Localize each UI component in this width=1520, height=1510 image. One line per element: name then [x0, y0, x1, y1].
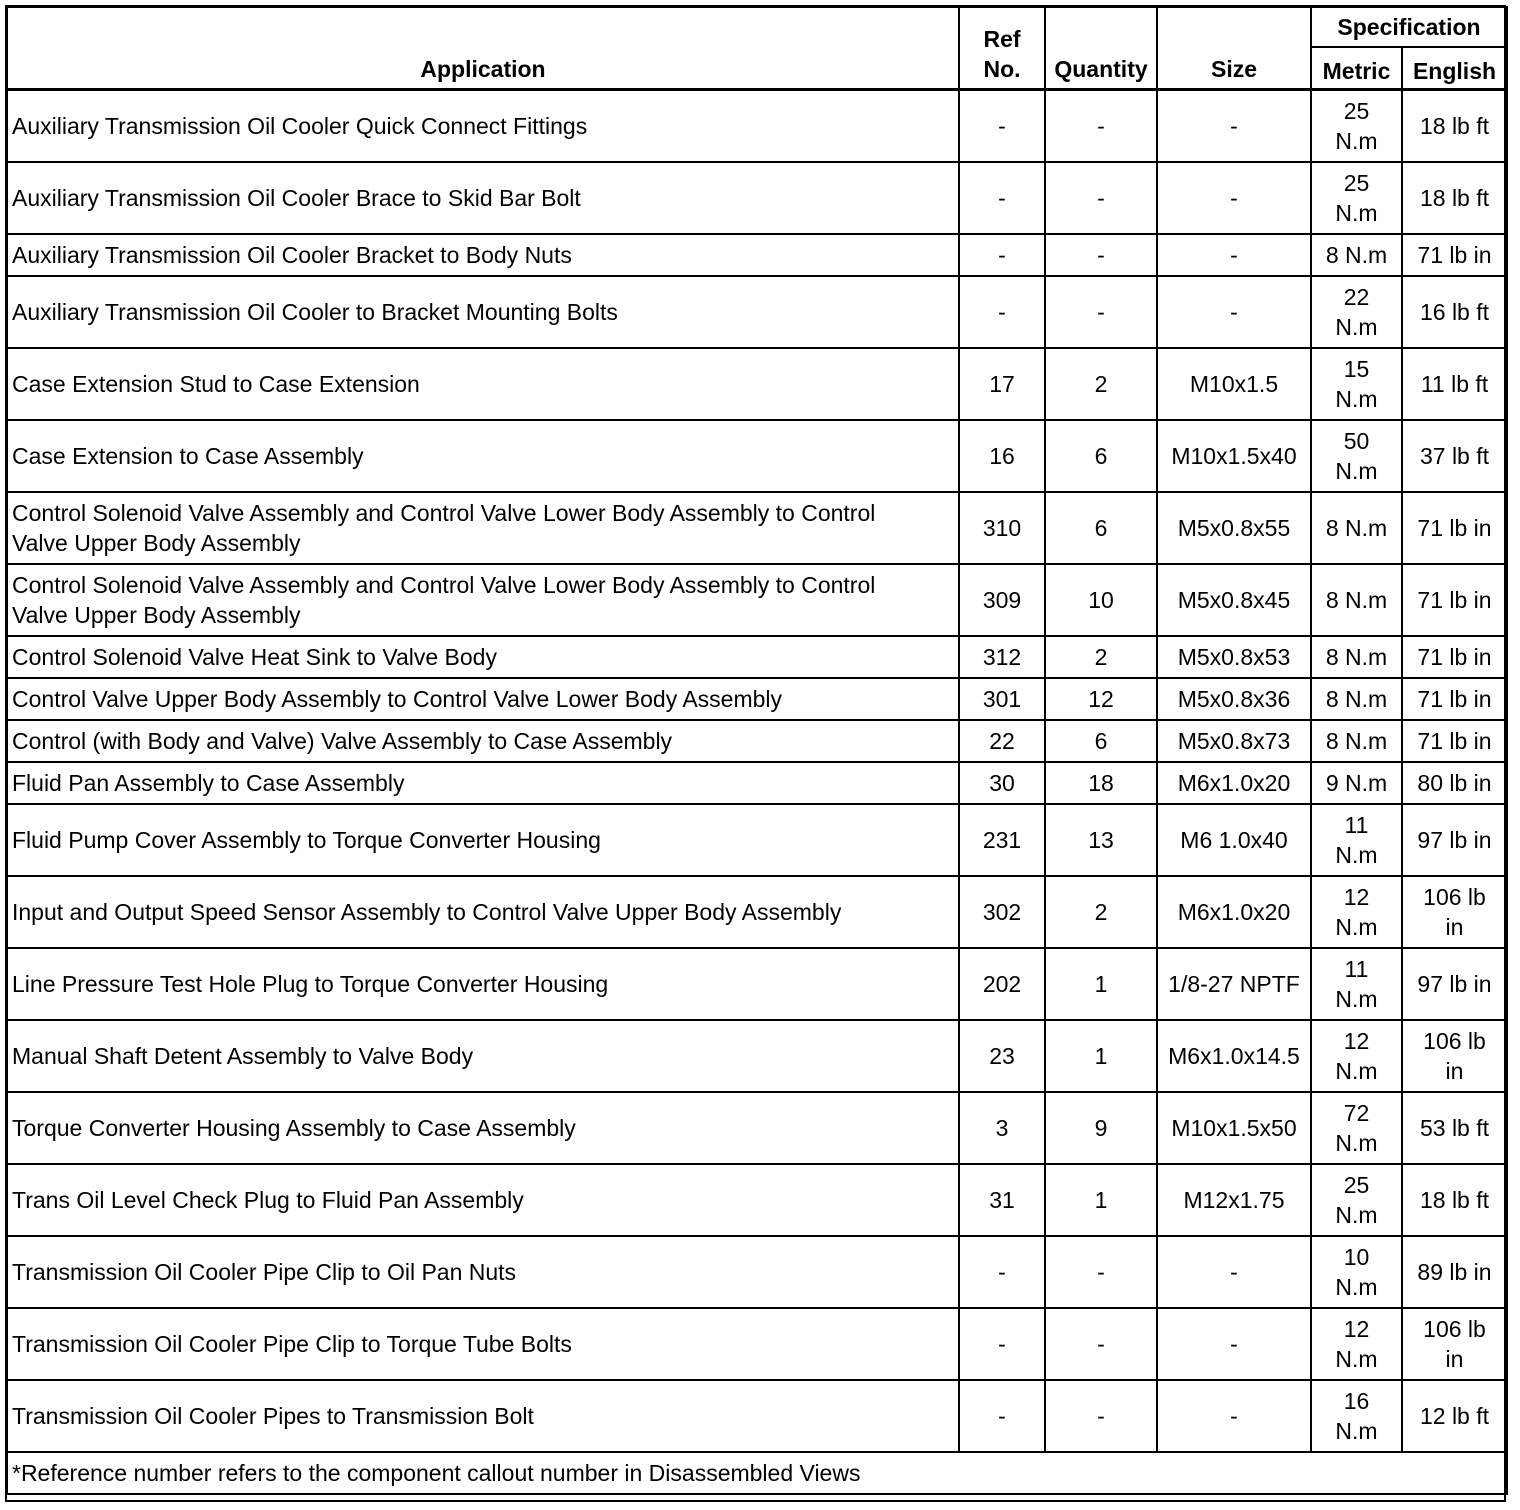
cell-application: Transmission Oil Cooler Pipe Clip to Torque Tube Bolts: [7, 1308, 959, 1380]
cell-metric: 9 N.m: [1311, 762, 1402, 804]
cell-english: 18 lb ft: [1402, 162, 1507, 234]
cell-ref-no: -: [959, 90, 1045, 162]
cell-size: M5x0.8x45: [1157, 564, 1311, 636]
cell-ref-no: 310: [959, 492, 1045, 564]
cell-quantity: 6: [1045, 420, 1157, 492]
cell-application: Input and Output Speed Sensor Assembly to Control Valve Upper Body Assembly: [7, 876, 959, 948]
cell-application: Torque Converter Housing Assembly to Case Assembly: [7, 1092, 959, 1164]
cell-metric: 8 N.m: [1311, 492, 1402, 564]
cell-quantity: 12: [1045, 678, 1157, 720]
table-row: [7, 348, 1507, 420]
table-row: [7, 636, 1507, 678]
cell-application: Control Solenoid Valve Assembly and Control Valve Lower Body Assembly to Control Valve Upper Body Assembly: [7, 492, 959, 564]
cell-metric: 16 N.m: [1311, 1380, 1402, 1452]
cell-metric: 22 N.m: [1311, 276, 1402, 348]
cell-size: M6x1.0x20: [1157, 876, 1311, 948]
cell-english: 37 lb ft: [1402, 420, 1507, 492]
cell-metric: 25 N.m: [1311, 90, 1402, 162]
cell-application: Control Solenoid Valve Heat Sink to Valve Body: [7, 636, 959, 678]
cell-size: -: [1157, 1236, 1311, 1308]
cell-size: M10x1.5: [1157, 348, 1311, 420]
cell-english: 11 lb ft: [1402, 348, 1507, 420]
cell-quantity: 10: [1045, 564, 1157, 636]
cell-metric: 25 N.m: [1311, 162, 1402, 234]
cell-english: 106 lb in: [1402, 876, 1507, 948]
cell-size: M5x0.8x73: [1157, 720, 1311, 762]
cell-size: M6x1.0x20: [1157, 762, 1311, 804]
cell-ref-no: 17: [959, 348, 1045, 420]
cell-quantity: 1: [1045, 1164, 1157, 1236]
table-row: [7, 876, 1507, 948]
cell-application: Line Pressure Test Hole Plug to Torque Converter Housing: [7, 948, 959, 1020]
cell-quantity: 6: [1045, 720, 1157, 762]
cell-size: -: [1157, 234, 1311, 276]
cell-ref-no: 309: [959, 564, 1045, 636]
torque-spec-table: [6, 6, 1508, 1495]
cell-quantity: 18: [1045, 762, 1157, 804]
cell-quantity: -: [1045, 234, 1157, 276]
table-row: [7, 1308, 1507, 1380]
cell-metric: 15 N.m: [1311, 348, 1402, 420]
cell-ref-no: 202: [959, 948, 1045, 1020]
cell-quantity: -: [1045, 1236, 1157, 1308]
cell-ref-no: 30: [959, 762, 1045, 804]
cell-application: Transmission Oil Cooler Pipe Clip to Oil Pan Nuts: [7, 1236, 959, 1308]
cell-metric: 11 N.m: [1311, 804, 1402, 876]
header-metric: Metric: [1311, 47, 1402, 90]
cell-english: 71 lb in: [1402, 678, 1507, 720]
cell-ref-no: -: [959, 276, 1045, 348]
table-row: [7, 948, 1507, 1020]
cell-metric: 50 N.m: [1311, 420, 1402, 492]
cell-english: 71 lb in: [1402, 636, 1507, 678]
cell-application: Transmission Oil Cooler Pipes to Transmission Bolt: [7, 1380, 959, 1452]
header-application: Application: [7, 7, 959, 90]
table-body: [7, 90, 1507, 1452]
cell-metric: 10 N.m: [1311, 1236, 1402, 1308]
header-size: Size: [1157, 7, 1311, 90]
cell-application: Auxiliary Transmission Oil Cooler Bracket to Body Nuts: [7, 234, 959, 276]
cell-metric: 12 N.m: [1311, 876, 1402, 948]
cell-english: 71 lb in: [1402, 492, 1507, 564]
cell-metric: 8 N.m: [1311, 636, 1402, 678]
cell-ref-no: -: [959, 162, 1045, 234]
cell-english: 89 lb in: [1402, 1236, 1507, 1308]
cell-quantity: -: [1045, 1380, 1157, 1452]
cell-application: Control Valve Upper Body Assembly to Control Valve Lower Body Assembly: [7, 678, 959, 720]
table-row: [7, 276, 1507, 348]
cell-ref-no: -: [959, 234, 1045, 276]
cell-english: 97 lb in: [1402, 804, 1507, 876]
cell-quantity: 2: [1045, 348, 1157, 420]
table-row: [7, 762, 1507, 804]
cell-english: 18 lb ft: [1402, 90, 1507, 162]
cell-application: Manual Shaft Detent Assembly to Valve Body: [7, 1020, 959, 1092]
cell-metric: 8 N.m: [1311, 564, 1402, 636]
cell-english: 106 lb in: [1402, 1020, 1507, 1092]
cell-size: M10x1.5x50: [1157, 1092, 1311, 1164]
cell-quantity: 6: [1045, 492, 1157, 564]
cell-quantity: 13: [1045, 804, 1157, 876]
cell-english: 53 lb ft: [1402, 1092, 1507, 1164]
cell-application: Case Extension Stud to Case Extension: [7, 348, 959, 420]
header-ref-no: Ref No.: [959, 7, 1045, 90]
cell-ref-no: -: [959, 1236, 1045, 1308]
cell-size: M10x1.5x40: [1157, 420, 1311, 492]
cell-metric: 8 N.m: [1311, 678, 1402, 720]
cell-english: 80 lb in: [1402, 762, 1507, 804]
cell-application: Control (with Body and Valve) Valve Assembly to Case Assembly: [7, 720, 959, 762]
cell-application: Fluid Pump Cover Assembly to Torque Converter Housing: [7, 804, 959, 876]
cell-ref-no: 31: [959, 1164, 1045, 1236]
table-row: [7, 492, 1507, 564]
table-row: [7, 420, 1507, 492]
cell-metric: 8 N.m: [1311, 234, 1402, 276]
table-row: [7, 1236, 1507, 1308]
cell-size: M5x0.8x55: [1157, 492, 1311, 564]
cell-ref-no: 312: [959, 636, 1045, 678]
cell-application: Fluid Pan Assembly to Case Assembly: [7, 762, 959, 804]
table-row: [7, 678, 1507, 720]
cell-ref-no: 23: [959, 1020, 1045, 1092]
cell-application: Auxiliary Transmission Oil Cooler Quick Connect Fittings: [7, 90, 959, 162]
cell-metric: 12 N.m: [1311, 1020, 1402, 1092]
table-row: [7, 90, 1507, 162]
cell-size: -: [1157, 1308, 1311, 1380]
cell-english: 71 lb in: [1402, 564, 1507, 636]
cell-size: -: [1157, 276, 1311, 348]
cell-application: Control Solenoid Valve Assembly and Control Valve Lower Body Assembly to Control Valve Upper Body Assembly: [7, 564, 959, 636]
cell-quantity: -: [1045, 1308, 1157, 1380]
cell-ref-no: 3: [959, 1092, 1045, 1164]
footnote: *Reference number refers to the component callout number in Disassembled Views: [7, 1452, 1507, 1494]
header-quantity: Quantity: [1045, 7, 1157, 90]
cell-english: 12 lb ft: [1402, 1380, 1507, 1452]
table-row: [7, 1380, 1507, 1452]
cell-application: Trans Oil Level Check Plug to Fluid Pan Assembly: [7, 1164, 959, 1236]
cell-english: 97 lb in: [1402, 948, 1507, 1020]
cell-ref-no: 22: [959, 720, 1045, 762]
cell-application: Auxiliary Transmission Oil Cooler to Bracket Mounting Bolts: [7, 276, 959, 348]
table-row: [7, 564, 1507, 636]
table-row: [7, 1020, 1507, 1092]
cell-metric: 12 N.m: [1311, 1308, 1402, 1380]
cell-quantity: 2: [1045, 876, 1157, 948]
table-row: [7, 162, 1507, 234]
cell-quantity: 2: [1045, 636, 1157, 678]
header-english: English: [1402, 47, 1507, 90]
cell-quantity: -: [1045, 90, 1157, 162]
cell-ref-no: 16: [959, 420, 1045, 492]
cell-size: M6x1.0x14.5: [1157, 1020, 1311, 1092]
cell-metric: 11 N.m: [1311, 948, 1402, 1020]
cell-metric: 72 N.m: [1311, 1092, 1402, 1164]
cell-english: 16 lb ft: [1402, 276, 1507, 348]
table-row: [7, 1164, 1507, 1236]
header-specification: Specification: [1311, 7, 1507, 47]
cell-quantity: 9: [1045, 1092, 1157, 1164]
cell-english: 71 lb in: [1402, 720, 1507, 762]
cell-metric: 25 N.m: [1311, 1164, 1402, 1236]
cell-english: 71 lb in: [1402, 234, 1507, 276]
cell-size: M12x1.75: [1157, 1164, 1311, 1236]
cell-size: -: [1157, 162, 1311, 234]
cell-quantity: 1: [1045, 948, 1157, 1020]
cell-quantity: -: [1045, 276, 1157, 348]
cell-size: M5x0.8x53: [1157, 636, 1311, 678]
cell-ref-no: -: [959, 1308, 1045, 1380]
cell-english: 106 lb in: [1402, 1308, 1507, 1380]
cell-quantity: 1: [1045, 1020, 1157, 1092]
table-row: [7, 804, 1507, 876]
cell-size: 1/8-27 NPTF: [1157, 948, 1311, 1020]
cell-quantity: -: [1045, 162, 1157, 234]
cell-size: -: [1157, 90, 1311, 162]
table-row: [7, 1092, 1507, 1164]
cell-size: M6 1.0x40: [1157, 804, 1311, 876]
cell-size: M5x0.8x36: [1157, 678, 1311, 720]
cell-english: 18 lb ft: [1402, 1164, 1507, 1236]
cell-application: Auxiliary Transmission Oil Cooler Brace to Skid Bar Bolt: [7, 162, 959, 234]
table-row: [7, 234, 1507, 276]
cell-size: -: [1157, 1380, 1311, 1452]
cell-ref-no: 301: [959, 678, 1045, 720]
table-row: [7, 720, 1507, 762]
table-header: [7, 7, 1507, 90]
cell-ref-no: 231: [959, 804, 1045, 876]
cell-application: Case Extension to Case Assembly: [7, 420, 959, 492]
cell-ref-no: 302: [959, 876, 1045, 948]
cell-ref-no: -: [959, 1380, 1045, 1452]
cell-metric: 8 N.m: [1311, 720, 1402, 762]
